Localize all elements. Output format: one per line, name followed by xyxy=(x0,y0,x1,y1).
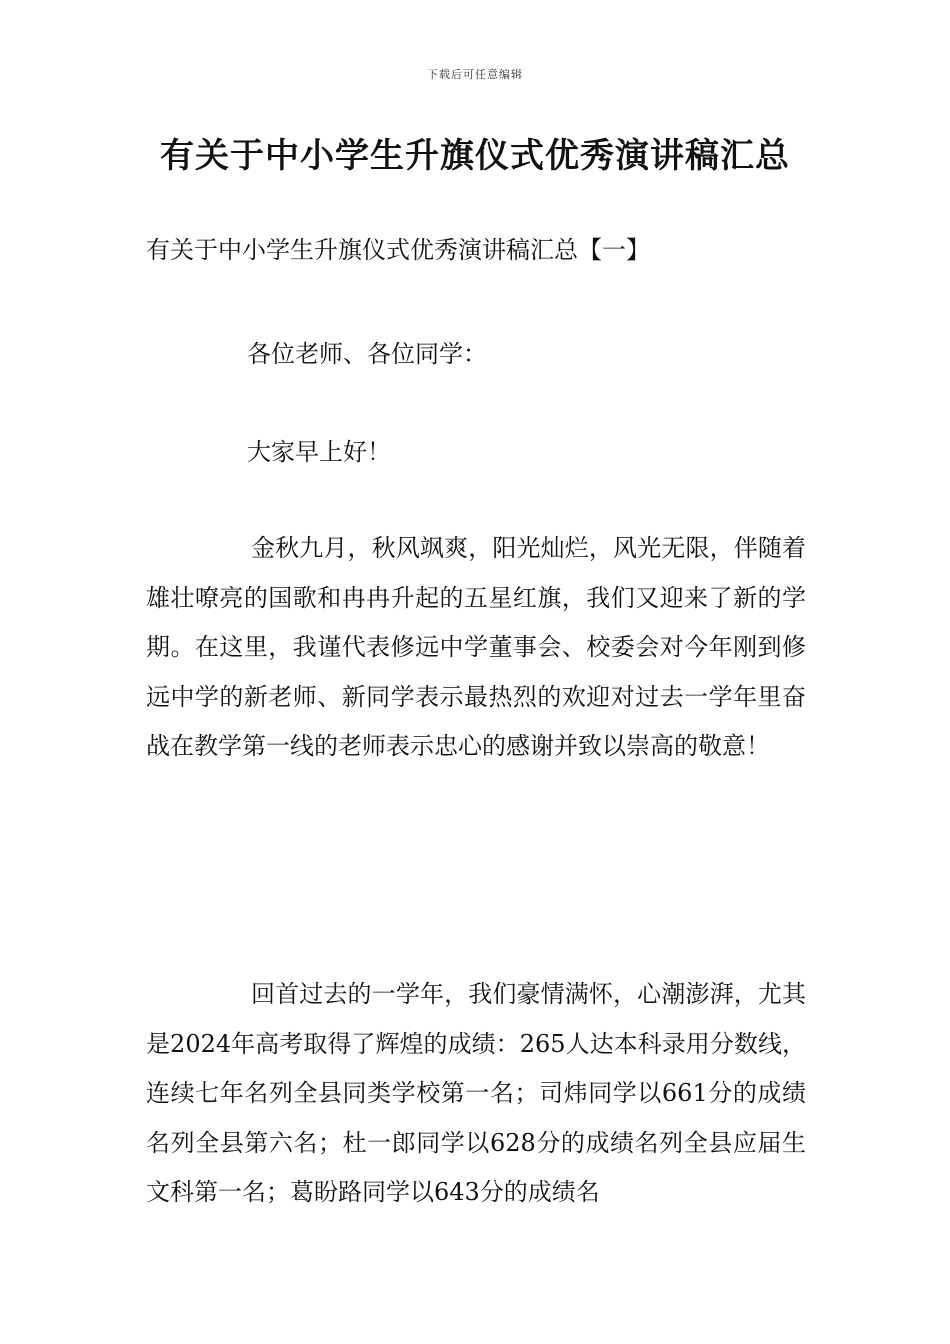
salutation: 各位老师、各位同学： xyxy=(247,340,487,368)
header-note: 下载后可任意编辑 xyxy=(427,68,523,81)
document-title: 有关于中小学生升旗仪式优秀演讲稿汇总 xyxy=(160,136,790,176)
greeting: 大家早上好！ xyxy=(247,438,391,466)
body-paragraph-2: 回首过去的一学年，我们豪情满怀，心潮澎湃，尤其是2024年高考取得了辉煌的成绩：265人达本科录用分数线，连续七年名列全县同类学校第一名；司炜同学以661分的成绩名列全县第六名；杜一郎同学以628分的成绩名列全县应届生文科第一名；葛盼路同学以643分的成绩名 xyxy=(146,980,806,1206)
body-paragraph-1: 金秋九月，秋风飒爽，阳光灿烂，风光无限，伴随着雄壮嘹亮的国歌和冉冉升起的五星红旗，我们又迎来了新的学期。在这里，我谨代表修远中学董事会、校委会对今年刚到修远中学的新老师、新同学表示最热烈的欢迎对过去一学年里奋战在教学第一线的老师表示忠心的感谢并致以崇高的敬意！ xyxy=(146,534,806,760)
section-title: 有关于中小学生升旗仪式优秀演讲稿汇总【一】 xyxy=(146,236,650,264)
